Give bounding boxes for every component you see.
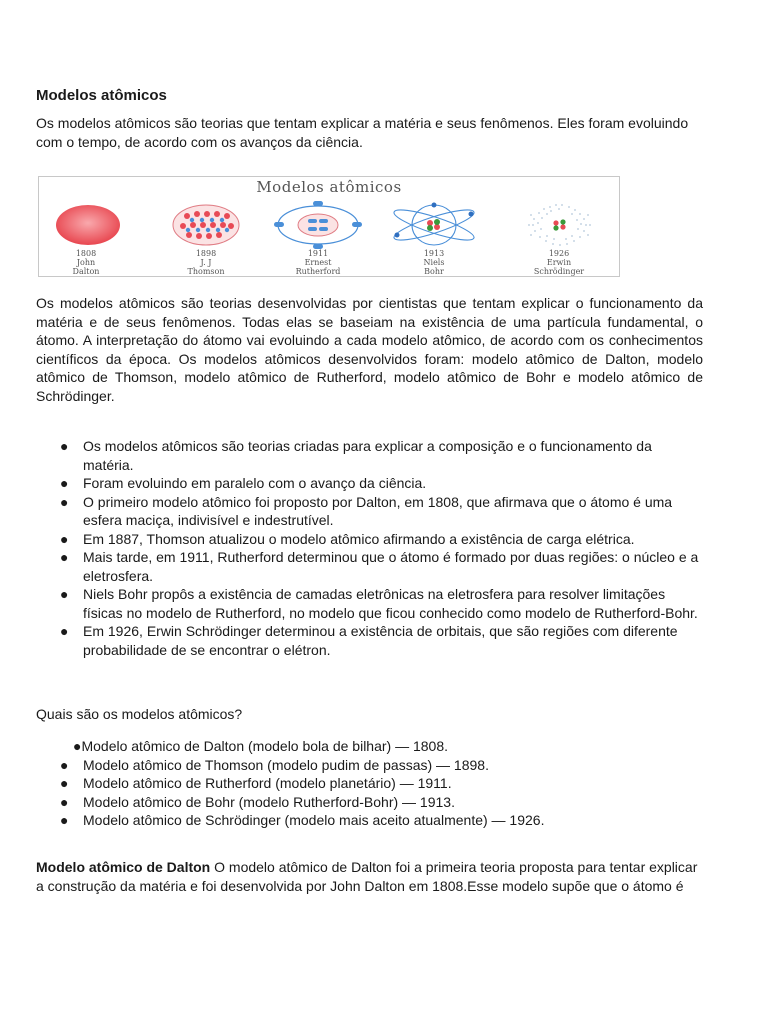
model-caption: 1913 Niels Bohr — [423, 249, 445, 276]
question-heading: Quais são os modelos atômicos? — [36, 706, 243, 722]
list-item: ● Niels Bohr propôs a existência de camadas eletrônicas na eletrosfera para resolver limitações físicas no modelo de Rutherford, no modelo que ficou conhecido como modelo de Rutherford-Bohr. — [60, 586, 698, 621]
list-item: ● Os modelos atômicos são teorias criadas para explicar a composição e o funcionamento da matéria. — [60, 438, 652, 473]
model-bohr — [389, 199, 479, 275]
dalton-text: O modelo atômico de Dalton foi a primeira teoria proposta para tentar explicar a construção da matéria e foi desenvolvida por John Dalton em 1808.Esse modelo supõe que o átomo é — [36, 859, 698, 894]
model-caption: 1926 Erwin Schrödinger — [533, 249, 585, 276]
model-schrodinger — [514, 199, 604, 275]
intro-paragraph: Os modelos atômicos são teorias que tentam explicar a matéria e seus fenômenos. Eles foram evoluindo com o tempo, de acordo com os avanços da ciência. — [36, 115, 689, 150]
model-rutherford — [273, 199, 363, 275]
list-item: ● Modelo atômico de Rutherford (modelo planetário) — 1911. — [60, 775, 452, 791]
thomson-pudding-icon — [161, 199, 251, 249]
model-caption: 1911 Ernest Rutherford — [295, 249, 341, 276]
figure-title: Modelos atômicos — [256, 178, 402, 196]
model-caption: 1808 John Dalton — [72, 249, 100, 276]
dalton-heading: Modelo atômico de Dalton — [36, 859, 211, 875]
list-item: ● Em 1926, Erwin Schrödinger determinou a existência de orbitais, que são regiões com diferente probabilidade de se encontrar o elétron. — [60, 623, 678, 658]
schrodinger-cloud-icon — [514, 199, 604, 249]
bohr-orbits-icon — [389, 199, 479, 249]
models-list — [36, 737, 703, 830]
summary-bullet-list — [36, 437, 703, 659]
list-item: ● Mais tarde, em 1911, Rutherford determinou que o átomo é formado por duas regiões: o núcleo e a eletrosfera. — [60, 549, 699, 584]
atomic-models-figure — [38, 176, 620, 277]
list-item: ● O primeiro modelo atômico foi proposto por Dalton, em 1808, que afirmava que o átomo é uma esfera maciça, indivisível e indestrutível. — [60, 493, 673, 528]
list-item: ● Modelo atômico de Schrödinger (modelo mais aceito atualmente) — 1926. — [60, 812, 545, 828]
list-item: ● Modelo atômico de Bohr (modelo Rutherford-Bohr) — 1913. — [60, 793, 455, 810]
dalton-paragraph — [36, 858, 703, 895]
description-paragraph: Os modelos atômicos são teorias desenvolvidas por cientistas que tentam explicar o funcionamento da matéria e de seus fenômenos. Todas elas se baseiam na existência de uma partícula fundamental, o átomo. A interpretação do átomo vai evoluindo a cada modelo atômico, de acordo com os conhecimentos científicos da época. Os modelos atômicos desenvolvidos foram: modelo atômico de Dalton, modelo atômico de Thomson, modelo atômico de Rutherford, modelo atômico de Bohr e modelo atômico de Schrödinger. — [36, 295, 703, 404]
list-item: ● Modelo atômico de Thomson (modelo pudim de passas) — 1898. — [60, 756, 489, 773]
list-item: ●Modelo atômico de Dalton (modelo bola de bilhar) — 1808. — [73, 738, 449, 754]
model-caption: 1898 J. J Thomson — [187, 249, 225, 276]
list-item: ● Em 1887, Thomson atualizou o modelo atômico afirmando a existência de carga elétrica. — [60, 530, 635, 547]
model-dalton — [41, 199, 131, 275]
list-item: ● Foram evoluindo em paralelo com o avanço da ciência. — [60, 475, 427, 491]
dalton-sphere-icon — [41, 199, 131, 249]
rutherford-planetary-icon — [273, 199, 363, 249]
model-thomson — [161, 199, 251, 275]
page-title: Modelos atômicos — [36, 87, 167, 104]
